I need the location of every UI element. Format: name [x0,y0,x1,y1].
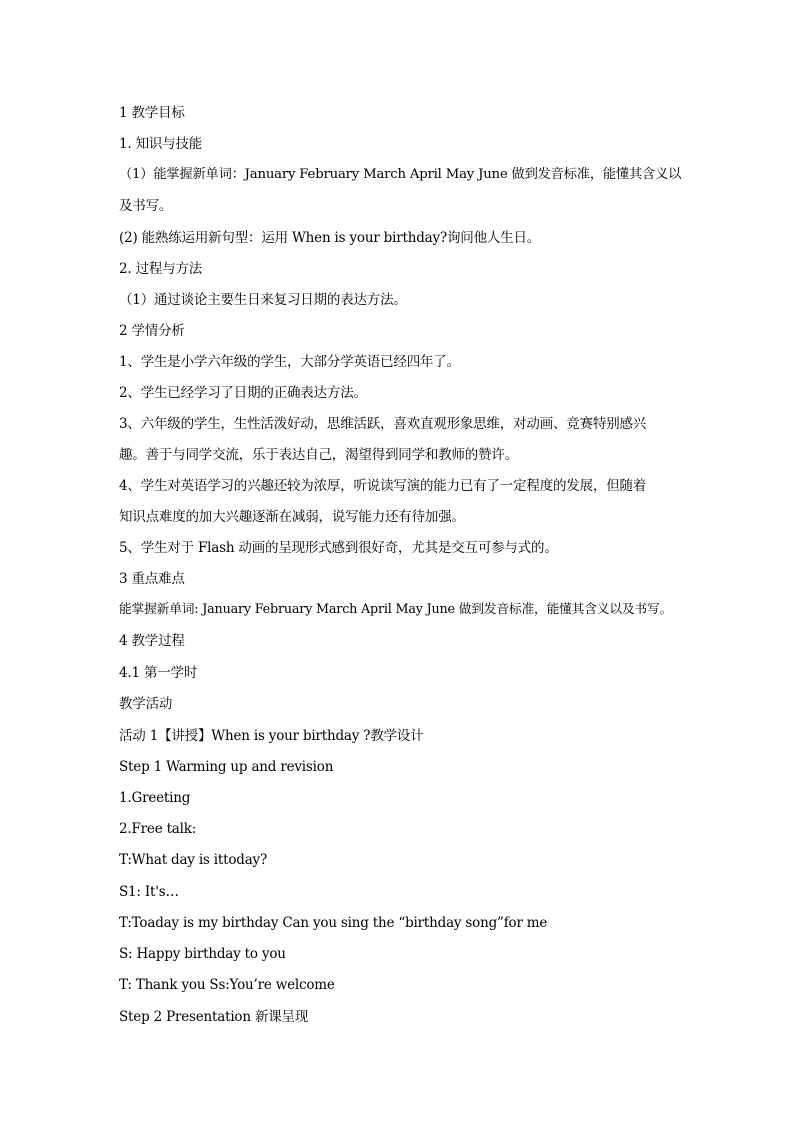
list-item: 4、学生对英语学习的兴趣还较为浓厚，听说读写演的能力已有了一定程度的发展，但随着 [119,478,647,494]
subheading-first-lesson: 4.1 第一学时 [119,665,198,681]
list-item: 3、六年级的学生，生性活泼好动，思维活跃，喜欢直观形象思维，对动画、竞赛特别感兴 [119,416,647,432]
list-item-continuation: 趣。善于与同学交流，乐于表达自己，渴望得到同学和教师的赞许。 [119,447,518,463]
list-item: 1、学生是小学六年级的学生，大部分学英语已经四年了。 [119,354,460,370]
paragraph-line: 能掌握新单词: January February March April May June 做到发音标准，能懂其含义以及书写。 [119,602,673,617]
paragraph-line: 及书写。 [119,198,173,214]
list-item: 5、学生对于 Flash 动画的呈现形式感到很好奇，尤其是交互可参与式的。 [119,540,558,556]
dialogue-line: S1: It's… [119,884,179,900]
paragraph-line: （1）通过谈论主要生日来复习日期的表达方法。 [119,292,407,308]
dialogue-line: S: Happy birthday to you [119,946,286,962]
dialogue-line: T:What day is ittoday? [119,852,268,868]
activity-title: 活动 1【讲授】When is your birthday ?教学设计 [119,728,424,744]
subheading-process-methods: 2. 过程与方法 [119,261,203,277]
step-heading: Step 2 Presentation 新课呈现 [119,1009,309,1025]
dialogue-line: T: Thank you Ss:You’re welcome [119,977,335,993]
subheading-teaching-activities: 教学活动 [119,696,173,712]
section-heading-learner-analysis: 2 学情分析 [119,323,185,339]
section-heading-key-points: 3 重点难点 [119,571,185,587]
step-heading: Step 1 Warming up and revision [119,759,334,775]
paragraph-line: 2.Free talk: [119,821,197,837]
subheading-knowledge-skills: 1. 知识与技能 [119,136,203,152]
dialogue-line: T:Toaday is my birthday Can you sing the “birthday song”for me [119,915,548,931]
section-heading-teaching-goals: 1 教学目标 [119,105,185,121]
paragraph-line: （1）能掌握新单词：January February March April May June 做到发音标准，能懂其含义以 [119,167,682,182]
paragraph-line: (2) 能熟练运用新句型：运用 When is your birthday?询问他人生日。 [119,230,541,246]
section-heading-teaching-process: 4 教学过程 [119,633,185,649]
list-item: 2、学生已经学习了日期的正确表达方法。 [119,385,367,401]
list-item-continuation: 知识点难度的加大兴趣逐渐在减弱，说写能力还有待加强。 [119,509,465,525]
paragraph-line: 1.Greeting [119,790,191,806]
